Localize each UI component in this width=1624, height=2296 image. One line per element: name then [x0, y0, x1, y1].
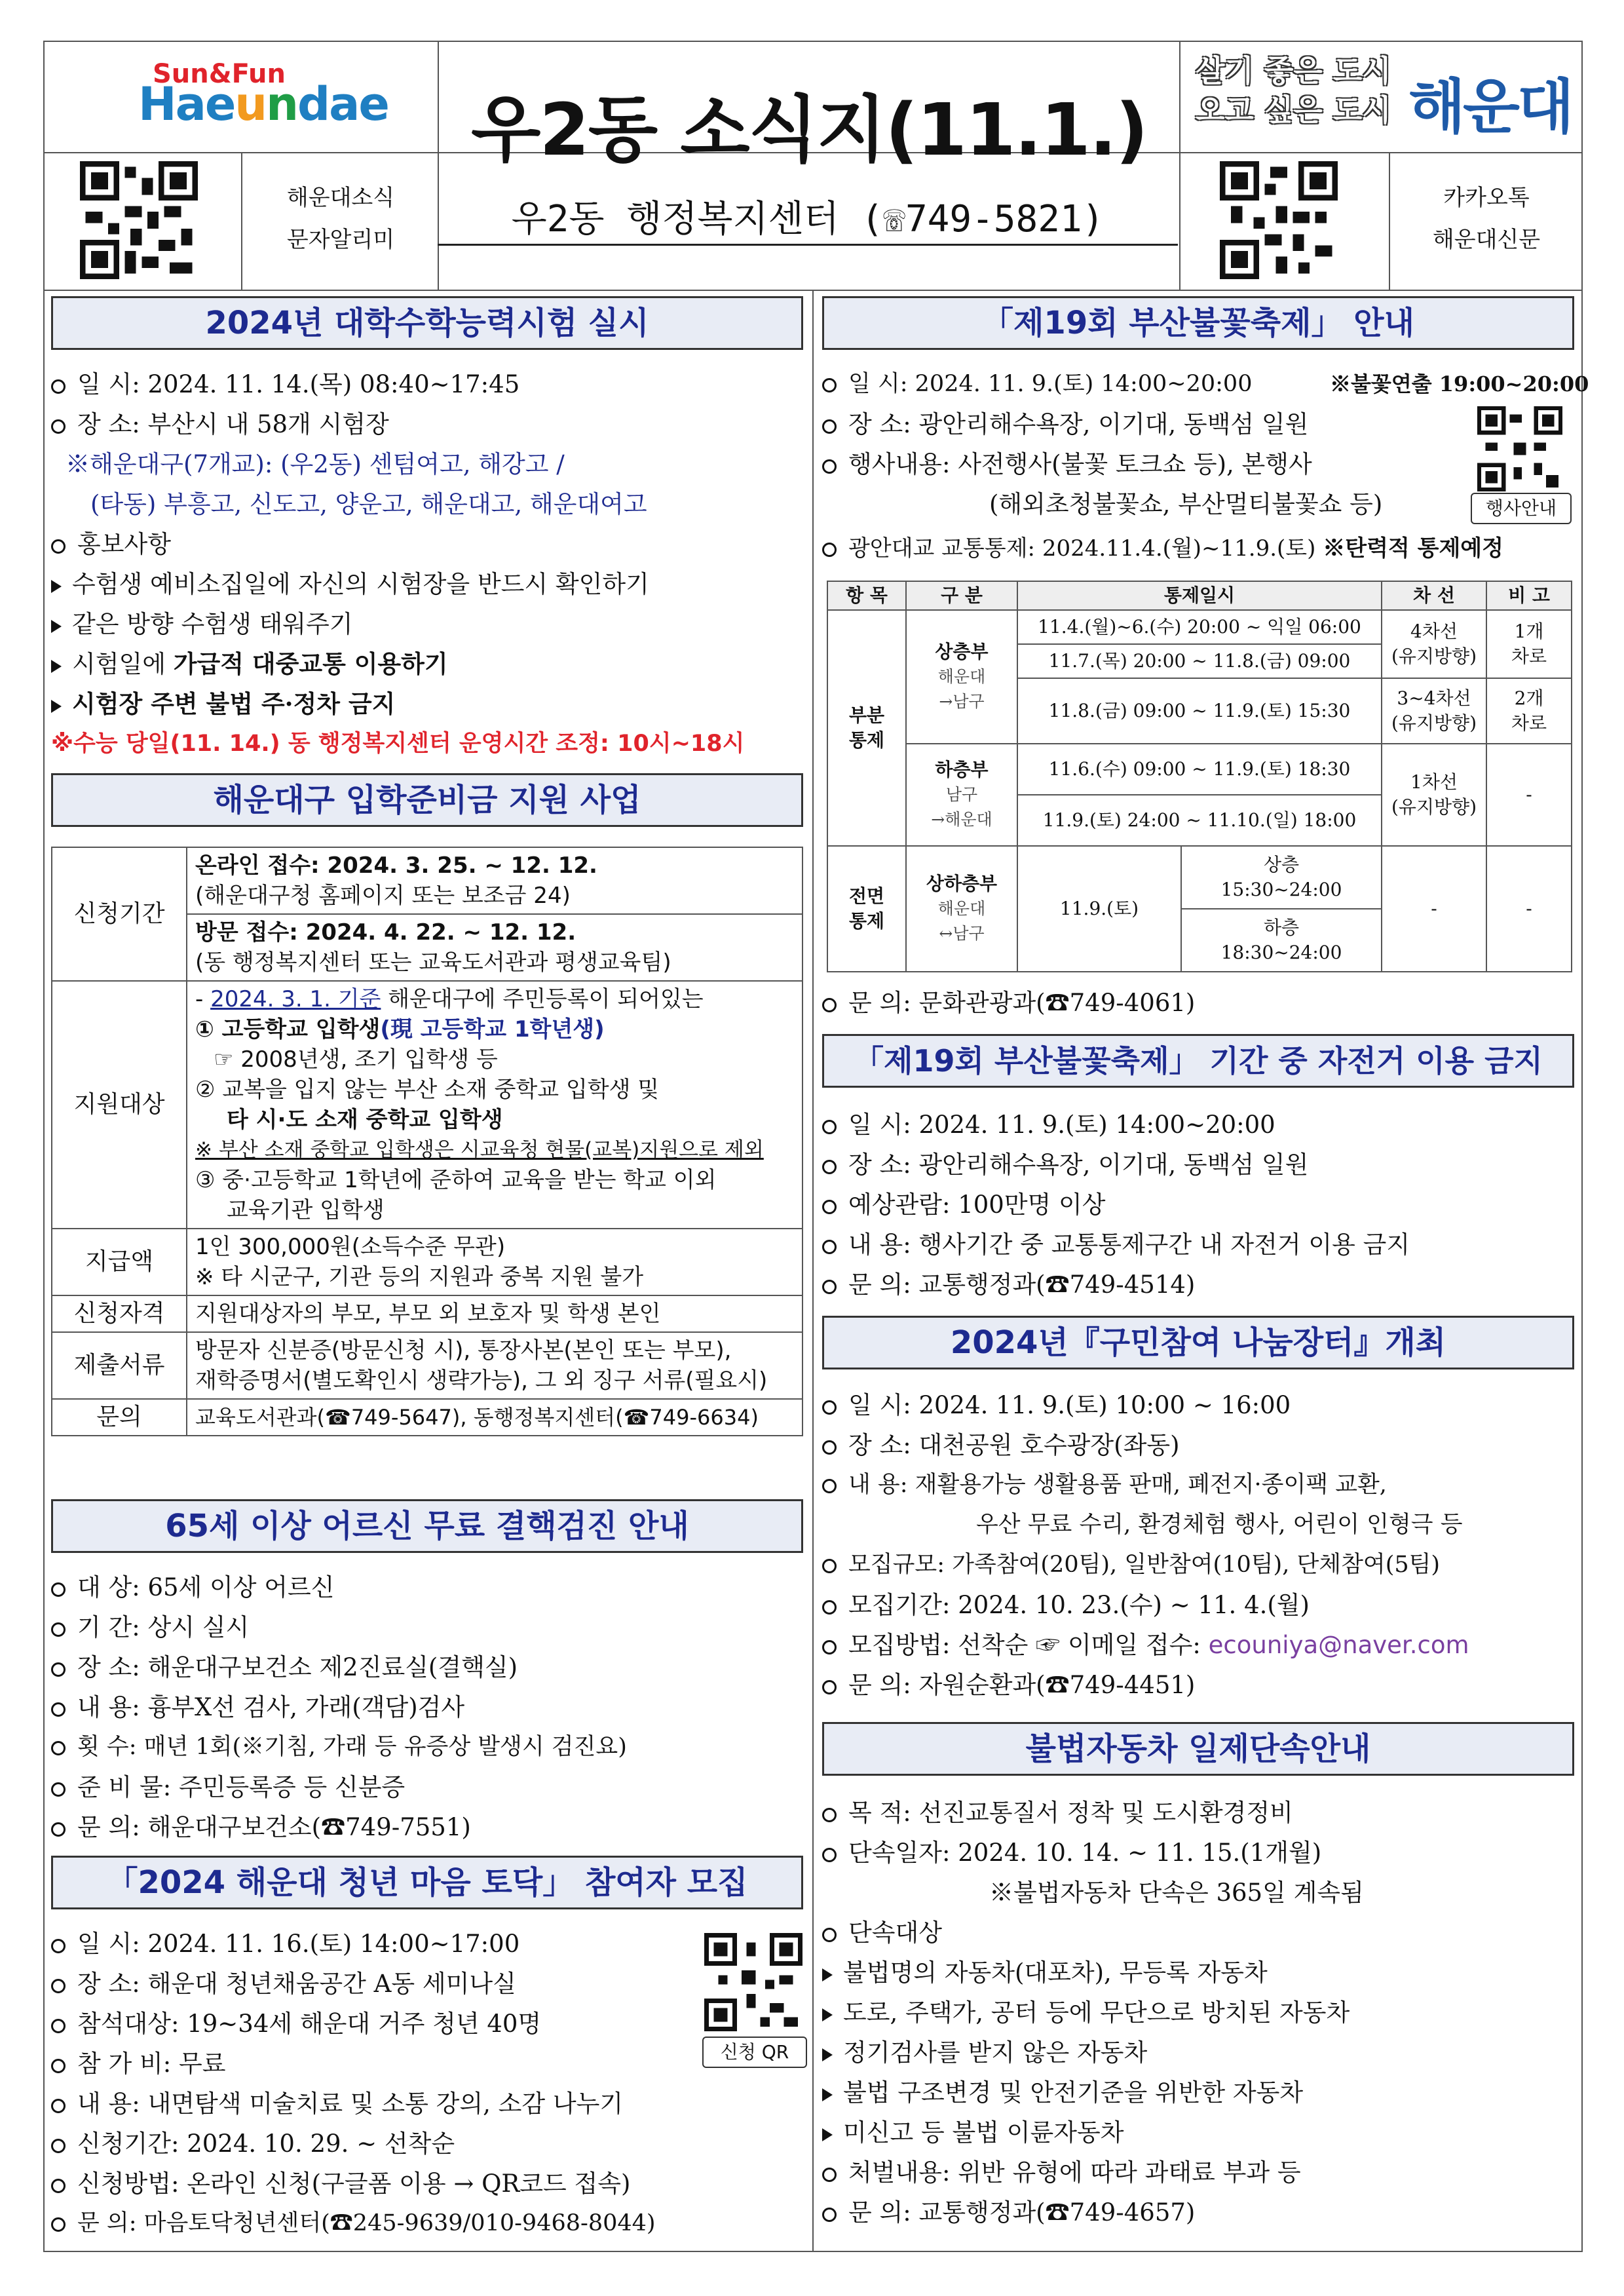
- list-item: 문 의: 마음토닥청년센터(☎245-9639/010-9468-8044): [51, 2204, 656, 2244]
- list-item: 처벌내용: 위반 유형에 따라 과태료 부과 등: [822, 2152, 1301, 2192]
- list-item: 수험생 예비소집일에 자신의 시험장을 반드시 확인하기: [51, 564, 649, 604]
- left-qr-caption: 해운대소식 문자알리미: [286, 185, 395, 253]
- list-item: 시험일에 가급적 대중교통 이용하기: [51, 644, 448, 684]
- list-item: 일 시: 2024. 11. 9.(토) 14:00~20:00: [822, 364, 1252, 404]
- logo-tagline: Sun&Fun: [153, 59, 286, 89]
- list-item: 문 의: 문화관광과(☎749-4061): [822, 983, 1195, 1023]
- school-prep-table: 신청기간 온라인 접수: 2024. 3. 25. ~ 12. 12. (해운대구청 홈페이지 또는 보조금 24) 방문 접수: 2024. 4. 22. ~ 12. 12. (동 행정복지센터 또는 교육도서관과 평생교육팀) 지원대상 - 2024. 3. 1. 기준 해운대구에 주민등록이 되어있는 ① 고등학교 입학생(現 고등학교 1학년생) ☞ 2008년생, 조기 입학생 등 ② 교복을 입지 않는 부산 소재 중학교 입학생 및 타 시·도 소재 중학교 입학생 ※ 부산 소재 중학교 입학생은 시교육청 현물(교복)지원으로 제외 ③ 중·고등학교 1학년에 준하여 교육을 받는 학교 이외 교육기관 입학생 지급액 1인 300,000원(소득수준 무관) ※ 타 시군구, 기관 등의 지원과 중복 지원 불가 신청자격 지원대상자의 부모, 부모 외 보호자 및 학생 본인 제출서류 방문자 신분증(방문신청 시), 통장사본(본인 또는 부모), 재학증명서(별도확인시 생략가능), 그 외 징구 서류(필요시) 문의 교육도서관과(☎749-5647), 동행정복지센터(☎749-6634): [51, 847, 803, 1436]
- list-item: 장 소: 광안리해수욕장, 이기대, 동백섬 일원: [822, 1145, 1308, 1185]
- notice-hours: ※수능 당일(11. 14.) 동 행정복지센터 운영시간 조정: 10시~18시: [51, 731, 745, 757]
- email-link[interactable]: ecouniya@naver.com: [1208, 1631, 1469, 1659]
- list-item: 내 용: 재활용가능 생활용품 판매, 폐전지·종이팩 교환,: [822, 1465, 1387, 1505]
- list-item: 광안대교 교통통제: 2024.11.4.(월)~11.9.(토) ※탄력적 통제예정: [822, 529, 1503, 569]
- list-item: 문 의: 교통행정과(☎749-4514): [822, 1265, 1195, 1305]
- list-item: 장 소: 대천공원 호수광장(좌동): [822, 1425, 1180, 1465]
- list-item: ※해운대구(7개교): (우2동) 센텀여고, 해강고 /: [66, 450, 565, 478]
- list-item: 횟 수: 매년 1회(※기침, 가래 등 유증상 발생시 검진요): [51, 1727, 627, 1767]
- list-item: 장 소: 부산시 내 58개 시험장: [51, 404, 389, 444]
- list-item: 신청방법: 온라인 신청(구글폼 이용 → QR코드 접속): [51, 2164, 630, 2204]
- list-item: 대 상: 65세 이상 어르신: [51, 1567, 335, 1607]
- qr-code-icon[interactable]: [704, 1933, 803, 2031]
- right-qr-caption: 카카오톡 해운대신문: [1432, 185, 1541, 253]
- slogan: 살기 좋은 도시 오고 싶은 도시: [1196, 53, 1391, 128]
- section-title-school-prep: 해운대구 입학준비금 지원 사업: [51, 773, 803, 827]
- list-item: 미신고 등 불법 이륜자동차: [822, 2113, 1124, 2152]
- list-item: 내 용: 행사기간 중 교통통제구간 내 자전거 이용 금지: [822, 1225, 1410, 1265]
- center-contact: 우2동 행정복지센터 (☏749-5821): [438, 190, 1178, 246]
- section-title-csat: 2024년 대학수학능력시험 실시: [51, 296, 803, 350]
- section-title-market: 2024년『구민참여 나눔장터』개최: [822, 1316, 1574, 1369]
- section-title-youth: 「2024 해운대 청년 마음 토닥」 참여자 모집: [51, 1856, 803, 1909]
- list-item: 예상관람: 100만명 이상: [822, 1185, 1106, 1225]
- list-item: 참 가 비: 무료: [51, 2044, 225, 2084]
- row-label: 지급액: [52, 1229, 187, 1295]
- list-item: 일 시: 2024. 11. 9.(토) 10:00 ~ 16:00: [822, 1385, 1291, 1425]
- list-item: 일 시: 2024. 11. 9.(토) 14:00~20:00: [822, 1105, 1275, 1145]
- qr-caption: 신청 QR: [702, 2037, 807, 2068]
- list-item: 홍보사항: [51, 524, 171, 564]
- section-title-fireworks: 「제19회 부산불꽃축제」 안내: [822, 296, 1574, 350]
- list-item: 모집기간: 2024. 10. 23.(수) ~ 11. 4.(월): [822, 1585, 1310, 1625]
- list-item: 행사내용: 사전행사(불꽃 토크쇼 등), 본행사: [822, 444, 1312, 484]
- row-label: 문의: [52, 1399, 187, 1436]
- qr-code-icon[interactable]: [80, 161, 198, 279]
- row-label: 신청기간: [52, 847, 187, 981]
- bridge-traffic-table: 항 목 구 분 통제일시 차 선 비 고 부분 통제 상층부 해운대 →남구 11.4.(월)~6.(수) 20:00 ~ 익일 06:00 4차선 (유지방향) 1개 차로 11.7.(목) 20:00 ~ 11.8.(금) 09:00 11.8.(금) 09:00 ~ 11.9.(토) 15:30 3~4차선 (유지방향) 2개 차로 하층부 남구 →해운대 11.6.(수) 09:00 ~ 11.9.(토) 18:30 1차선 (유지방향) - 11.9.(토) 24:00 ~ 11.10.(일) 18:00 전면 통제 상하층부 해운대 ↔남구 11.9.(토) 상층 15:30~24:00 - - 하층 18:30~24:00: [827, 581, 1572, 972]
- header-vline: [1179, 41, 1180, 290]
- qr-code-icon[interactable]: [1220, 161, 1338, 279]
- list-item: 단속일자: 2024. 10. 14. ~ 11. 15.(1개월): [822, 1833, 1321, 1873]
- list-item: 불법명의 자동차(대포차), 무등록 자동차: [822, 1953, 1268, 1993]
- row-label: 지원대상: [52, 981, 187, 1229]
- newsletter-title: 우2동 소식지(11.1.): [471, 88, 1147, 172]
- section-title-bike-ban: 「제19회 부산불꽃축제」 기간 중 자전거 이용 금지: [822, 1034, 1574, 1088]
- list-item: 도로, 주택가, 공터 등에 무단으로 방치된 자동차: [822, 1993, 1350, 2033]
- list-item: 문 의: 해운대구보건소(☎749-7551): [51, 1807, 471, 1847]
- list-item: 우산 무료 수리, 환경체험 행사, 어린이 인형극 등: [976, 1512, 1463, 1538]
- row-label: 제출서류: [52, 1332, 187, 1399]
- list-item: 시험장 주변 불법 주·정차 금지: [51, 684, 395, 724]
- list-item: 불법 구조변경 및 안전기준을 위반한 자동차: [822, 2073, 1303, 2113]
- list-item: 정기검사를 받지 않은 자동차: [822, 2033, 1147, 2073]
- list-item: 기 간: 상시 실시: [51, 1607, 249, 1647]
- list-item: ※불법자동차 단속은 365일 계속됨: [989, 1879, 1364, 1907]
- section-title-illegal-cars: 불법자동차 일제단속안내: [822, 1722, 1574, 1776]
- list-item: 같은 방향 수험생 태워주기: [51, 604, 352, 644]
- column-divider: [812, 291, 814, 2252]
- list-item: 모집규모: 가족참여(20팀), 일반참여(10팀), 단체참여(5팀): [822, 1545, 1440, 1585]
- list-item: 참석대상: 19~34세 해운대 거주 청년 40명: [51, 2004, 541, 2044]
- list-item: 내 용: 내면탐색 미술치료 및 소통 강의, 소감 나누기: [51, 2084, 623, 2124]
- list-item: 장 소: 광안리해수욕장, 이기대, 동백섬 일원: [822, 404, 1308, 444]
- list-item: 일 시: 2024. 11. 14.(목) 08:40~17:45: [51, 364, 519, 404]
- slogan-brand: 해운대: [1408, 73, 1572, 142]
- list-item: 준 비 물: 주민등록증 등 신분증: [51, 1767, 405, 1807]
- list-item: 장 소: 해운대구보건소 제2진료실(결핵실): [51, 1647, 518, 1687]
- list-item: 모집방법: 선착순 ☞ 이메일 접수: ecouniya@naver.com: [822, 1625, 1469, 1665]
- section-title-tb-screening: 65세 이상 어르신 무료 결핵검진 안내: [51, 1499, 803, 1553]
- list-item: (해외초청불꽃쇼, 부산멀티불꽃쇼 등): [989, 490, 1383, 518]
- row-label: 신청자격: [52, 1295, 187, 1332]
- list-item: 신청기간: 2024. 10. 29. ~ 선착순: [51, 2124, 455, 2164]
- list-item: 문 의: 자원순환과(☎749-4451): [822, 1665, 1195, 1705]
- list-item: (타동) 부흥고, 신도고, 양운고, 해운대고, 해운대여고: [90, 490, 647, 518]
- list-item: 단속대상: [822, 1913, 942, 1953]
- list-item: 장 소: 해운대 청년채움공간 A동 세미나실: [51, 1964, 516, 2004]
- fireworks-time-note: ※불꽃연출 19:00~20:00: [1330, 372, 1589, 396]
- list-item: 일 시: 2024. 11. 16.(토) 14:00~17:00: [51, 1924, 519, 1964]
- list-item: 목 적: 선진교통질서 정착 및 도시환경정비: [822, 1793, 1293, 1833]
- qr-code-icon[interactable]: [1477, 406, 1562, 491]
- qr-caption: 행사안내: [1471, 493, 1572, 524]
- haeundae-logo: Haeundae: [138, 77, 388, 131]
- list-item: 내 용: 흉부X선 검사, 가래(객담)검사: [51, 1687, 464, 1727]
- list-item: 문 의: 교통행정과(☎749-4657): [822, 2192, 1195, 2232]
